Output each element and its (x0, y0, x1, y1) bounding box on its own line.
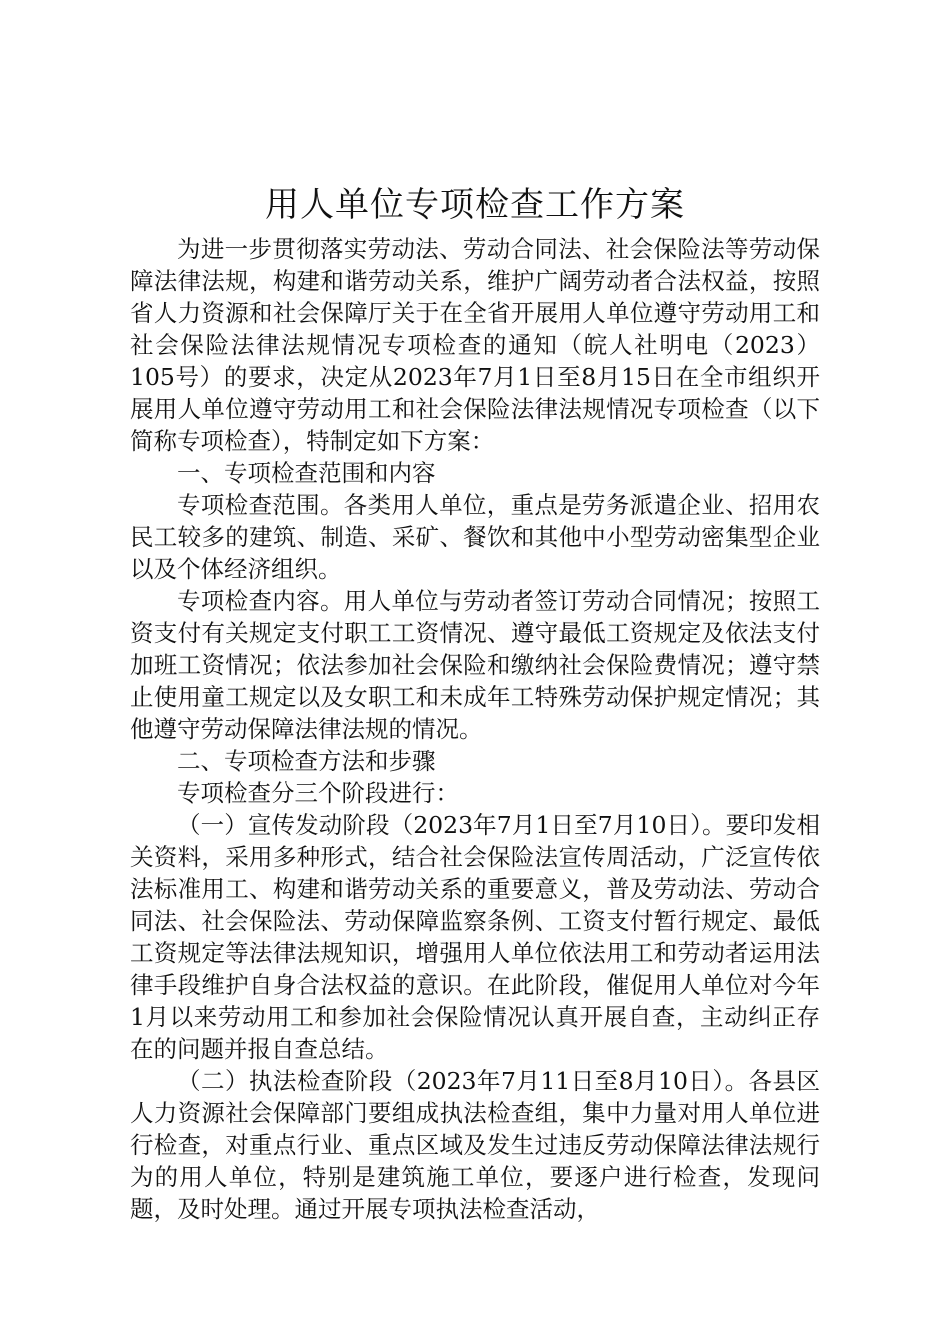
stage-1-paragraph: （一）宣传发动阶段（2023年7月1日至7月10日）。要印发相关资料，采用多种形式，结合社会保险法宣传周活动，广泛宣传依法标准用工、构建和谐劳动关系的重要意义，普及劳动法、劳动合同法、社会保险法、劳动保障监察条例、工资支付暂行规定、最低工资规定等法律法规知识，增强用人单位依法用工和劳动者运用法律手段维护自身合法权益的意识。在此阶段，催促用人单位对今年1月以来劳动用工和参加社会保险情况认真开展自查，主动纠正存在的问题并报自查总结。 (130, 811, 820, 1063)
document-title: 用人单位专项检查工作方案 (265, 185, 685, 225)
scope-paragraph: 专项检查范围。各类用人单位，重点是劳务派遣企业、招用农民工较多的建筑、制造、采矿、餐饮和其他中小型劳动密集型企业以及个体经济组织。 (130, 491, 820, 583)
stages-intro-paragraph: 专项检查分三个阶段进行： (177, 779, 459, 807)
section-heading-1: 一、专项检查范围和内容 (177, 459, 436, 487)
stage-2-paragraph: （二）执法检查阶段（2023年7月11日至8月10日）。各县区人力资源社会保障部门要组成执法检查组，集中力量对用人单位进行检查，对重点行业、重点区域及发生过违反劳动保障法律法规行为的用人单位，特别是建筑施工单位，要逐户进行检查，发现问题，及时处理。通过开展专项执法检查活动， (130, 1067, 820, 1223)
intro-paragraph: 为进一步贯彻落实劳动法、劳动合同法、社会保险法等劳动保障法律法规，构建和谐劳动关系，维护广阔劳动者合法权益，按照省人力资源和社会保障厅关于在全省开展用人单位遵守劳动用工和社会保险法律法规情况专项检查的通知（皖人社明电（2023）105号）的要求，决定从2023年7月1日至8月15日在全市组织开展用人单位遵守劳动用工和社会保险法律法规情况专项检查（以下简称专项检查），特制定如下方案： (130, 235, 820, 455)
section-heading-2: 二、专项检查方法和步骤 (177, 747, 436, 775)
document-body (130, 233, 820, 1225)
content-paragraph: 专项检查内容。用人单位与劳动者签订劳动合同情况；按照工资支付有关规定支付职工工资情况、遵守最低工资规定及依法支付加班工资情况；依法参加社会保险和缴纳社会保险费情况；遵守禁止使用童工规定以及女职工和未成年工特殊劳动保护规定情况；其他遵守劳动保障法律法规的情况。 (130, 587, 820, 743)
